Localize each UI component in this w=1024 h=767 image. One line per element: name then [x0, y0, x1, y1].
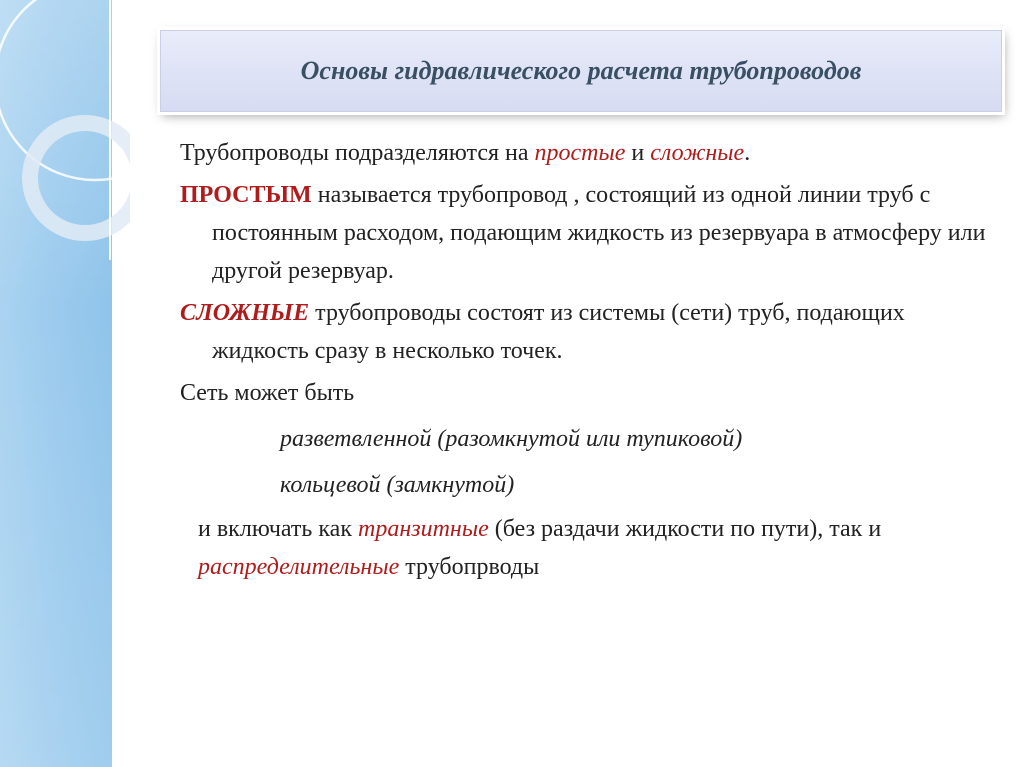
- term-complex-italic: сложные: [650, 140, 745, 166]
- network-intro: Сеть может быть: [180, 380, 355, 406]
- complex-definition-text: трубопроводы состоят из системы (сети) труб, подающих жидкость сразу в несколько точек.: [212, 300, 905, 364]
- slide-title: Основы гидравлического расчета трубопроводов: [300, 56, 862, 85]
- simple-term: ПРОСТЫМ: [180, 182, 312, 208]
- title-box: [160, 30, 1002, 112]
- intro-text-b: и: [625, 140, 651, 166]
- intro-text-c: .: [744, 140, 751, 166]
- closing-statement: [180, 510, 990, 586]
- term-distributive: распределительные: [198, 554, 400, 580]
- simple-definition-text: называется трубопровод , состоящий из одной линии труб с постоянным расходом, подающим жидкость из резервуара в атмосферу или другой резервуар.: [212, 182, 986, 284]
- term-transit: транзитные: [357, 516, 489, 542]
- intro-line: [180, 134, 990, 172]
- term-simple-italic: простые: [534, 140, 626, 166]
- decorative-circles: [0, 0, 130, 260]
- slide-body: [180, 134, 990, 590]
- simple-definition: [180, 176, 990, 290]
- intro-text-a: Трубопроводы подразделяются на: [180, 140, 535, 166]
- complex-term: СЛОЖНЫЕ: [180, 300, 310, 326]
- closing-text-a: и включать как: [198, 516, 358, 542]
- closing-text-c: трубопрводы: [399, 554, 540, 580]
- complex-definition: [180, 294, 990, 370]
- closing-text-b: (без раздачи жидкости по пути), так и: [488, 516, 882, 542]
- network-type-ring: кольцевой (замкнутой): [280, 472, 515, 498]
- network-type-branched: разветвленной (разомкнутой или тупиковой): [280, 426, 743, 452]
